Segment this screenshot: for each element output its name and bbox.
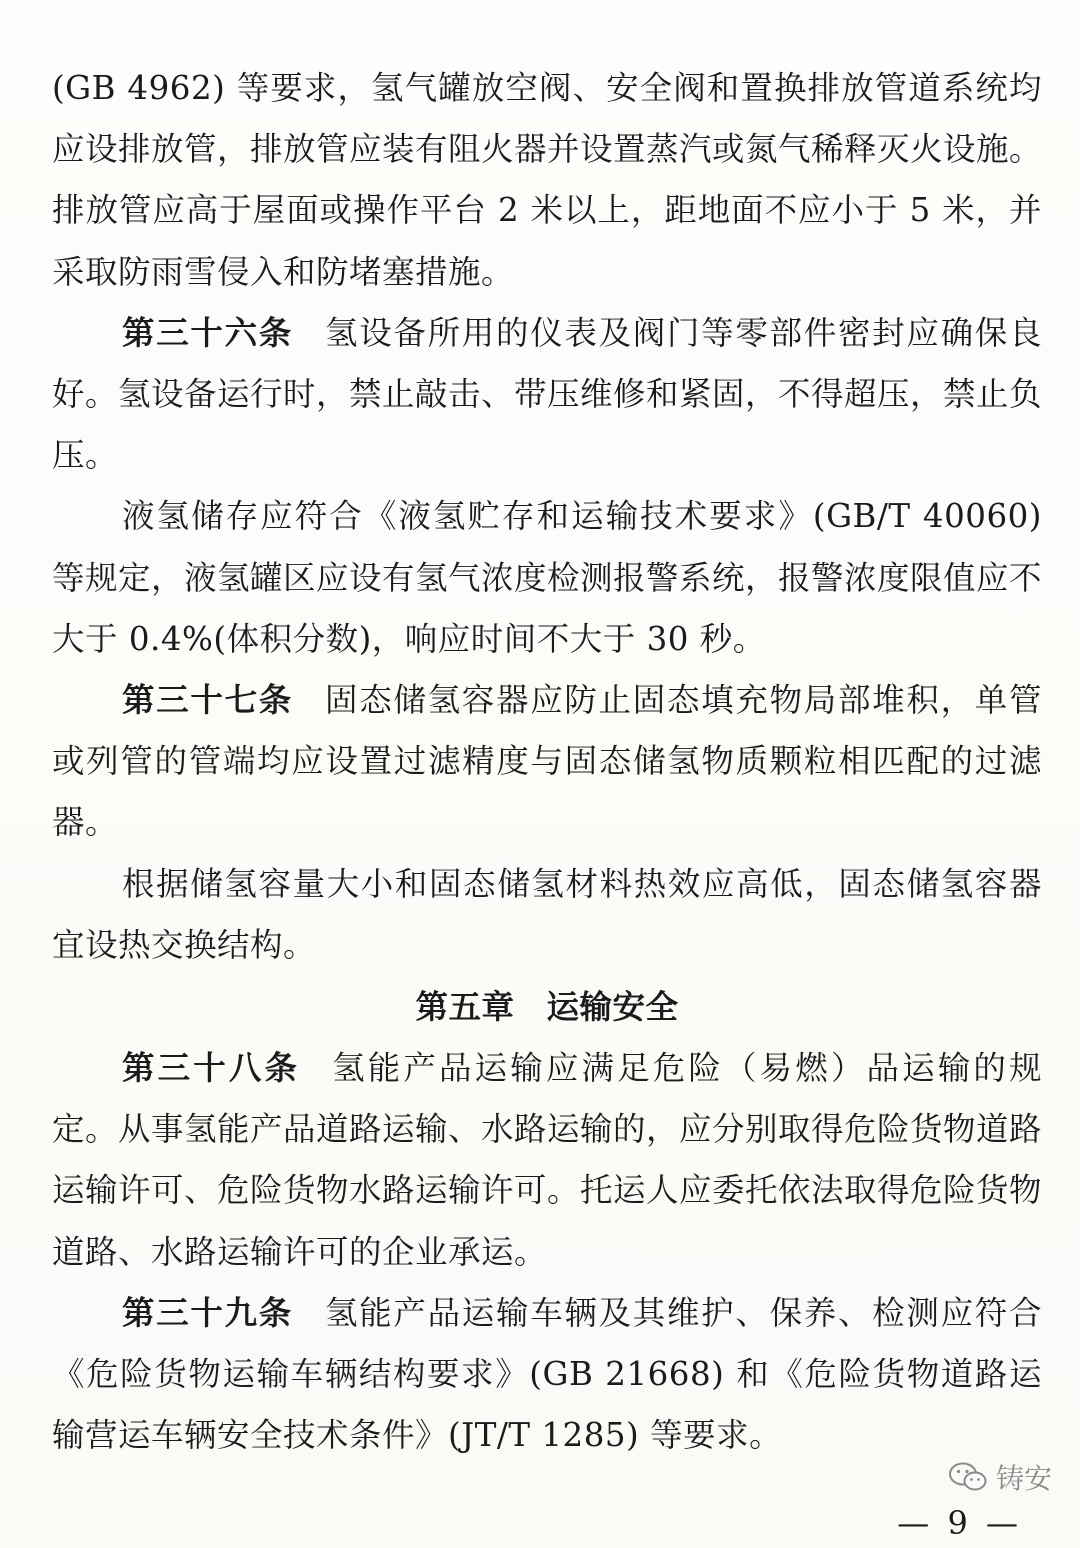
paragraph-solid-storage: 根据储氢容量大小和固态储氢材料热效应高低，固态储氢容器宜设热交换结构。 [52, 864, 1042, 964]
paragraph-liquid-hydrogen: 液氢储存应符合《液氢贮存和运输技术要求》(GB/T 40060)等规定，液氢罐区应设有氢气浓度检测报警系统，报警浓度限值应不大于 0.4%(体积分数)，响应时间不大于 30 秒。 [52, 497, 1043, 658]
article-38 [52, 1038, 1042, 1283]
chapter-heading [52, 976, 1042, 1038]
paragraph-continuation: (GB 4962) 等要求，氢气罐放空阀、安全阀和置换排放管道系统均应设排放管，排放管应装有阻火器并设置蒸汽或氮气稀释灭火设施。排放管应高于屋面或操作平台 2 米以上，距地面不应小于 5 米，并采取防雨雪侵入和防堵塞措施。 [52, 69, 1043, 291]
article-text: 氢能产品运输应满足危险（易燃）品运输的规定。从事氢能产品道路运输、水路运输的，应分别取得危险货物道路运输许可、危险货物水路运输许可。托运人应委托依法取得危险货物道路、水路运输许可的企业承运。 [52, 1049, 1043, 1271]
watermark [948, 1457, 1052, 1497]
chapter-label: 第五章 [415, 988, 515, 1027]
wechat-icon [948, 1461, 988, 1493]
document-body [52, 58, 1042, 1466]
article-text: 氢能产品运输车辆及其维护、保养、检测应符合《危险货物运输车辆结构要求》(GB 21668) 和《危险货物道路运输营运车辆安全技术条件》(JT/T 1285) 等要求。 [52, 1293, 1042, 1455]
article-37 [52, 670, 1042, 854]
article-39 [52, 1283, 1042, 1467]
article-text: 固态储氢容器应防止固态填充物局部堆积，单管或列管的管端均应设置过滤精度与固态储氢物质颗粒相匹配的过滤器。 [52, 681, 1042, 842]
article-36 [52, 303, 1042, 487]
article-label: 第三十八条 [122, 1049, 301, 1088]
page-number: — 9 — [897, 1504, 1022, 1542]
article-label: 第三十九条 [122, 1293, 293, 1332]
article-label: 第三十七条 [122, 681, 293, 720]
article-label: 第三十六条 [122, 313, 293, 352]
watermark-text: 铸安 [995, 1462, 1052, 1495]
chapter-title: 运输安全 [546, 988, 679, 1027]
article-text: 氢设备所用的仪表及阀门等零部件密封应确保良好。氢设备运行时，禁止敲击、带压维修和紧固，不得超压，禁止负压。 [52, 313, 1043, 475]
